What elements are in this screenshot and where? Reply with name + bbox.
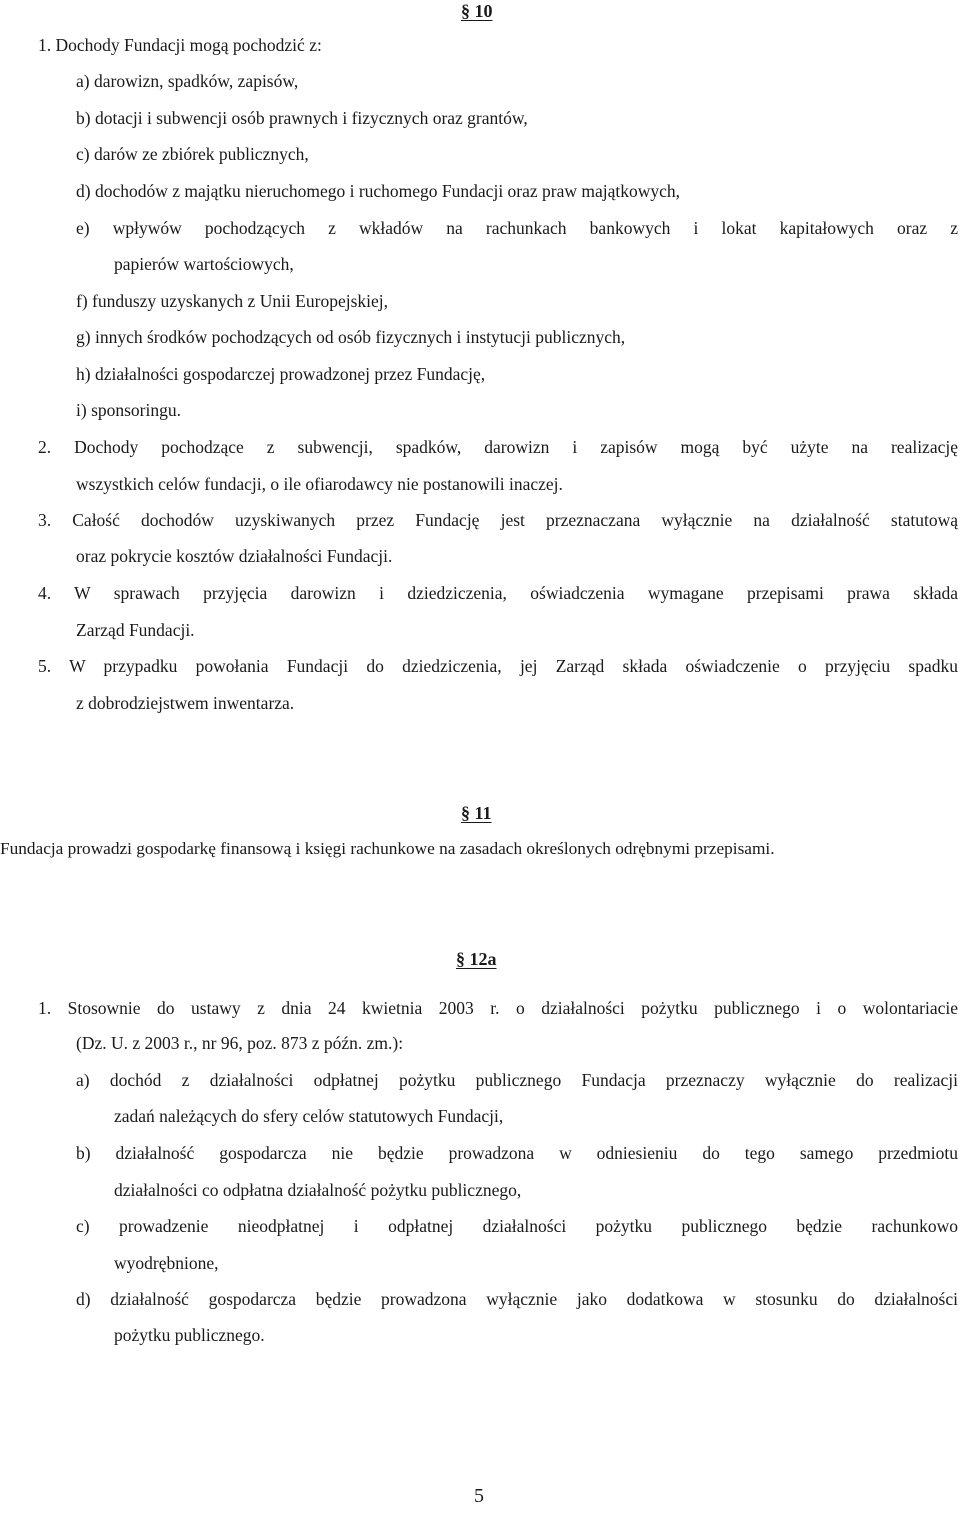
s10-item-c: c) darów ze zbiórek publicznych, [76, 144, 309, 164]
s10-item-2: 2. Dochody pochodzące z subwencji, spadków, darowizn i zapisów mogą być użyte na realizację [38, 437, 958, 457]
s12a-item-a: a) dochód z działalności odpłatnej pożytku publicznego Fundacja przeznaczy wyłącznie do realizacji [76, 1070, 958, 1090]
section-12a-heading: § 12a [456, 949, 497, 969]
s10-item-a: a) darowizn, spadków, zapisów, [76, 71, 299, 91]
s10-item-3-cont: oraz pokrycie kosztów działalności Fundacji. [76, 546, 393, 566]
s10-item-d: d) dochodów z majątku nieruchomego i ruchomego Fundacji oraz praw majątkowych, [76, 181, 681, 201]
s10-item-e-cont: papierów wartościowych, [114, 254, 294, 274]
s10-item-e: e) wpływów pochodzących z wkładów na rachunkach bankowych i lokat kapitałowych oraz z [76, 218, 958, 238]
s12a-item-c: c) prowadzenie nieodpłatnej i odpłatnej działalności pożytku publicznego będzie rachunkowo [76, 1216, 958, 1236]
s10-item-h: h) działalności gospodarczej prowadzonej przez Fundację, [76, 364, 486, 384]
section-11-heading: § 11 [461, 803, 492, 823]
section-10-heading: § 10 [461, 1, 493, 21]
s12a-item-b-cont: działalności co odpłatna działalność pożytku publicznego, [114, 1180, 522, 1200]
s10-item-5: 5. W przypadku powołania Fundacji do dziedziczenia, jej Zarząd składa oświadczenie o przyjęciu spadku [38, 656, 958, 676]
s10-item-2-cont: wszystkich celów fundacji, o ile ofiarodawcy nie postanowili inaczej. [76, 474, 563, 494]
s10-item-g: g) innych środków pochodzących od osób fizycznych i instytucji publicznych, [76, 327, 626, 347]
s10-item-4: 4. W sprawach przyjęcia darowizn i dziedziczenia, oświadczenia wymagane przepisami prawa składa [38, 583, 958, 603]
s12a-item-d-cont: pożytku publicznego. [114, 1325, 265, 1345]
s12a-item-1-cont: (Dz. U. z 2003 r., nr 96, poz. 873 z późn. zm.): [76, 1033, 404, 1053]
page-number: 5 [474, 1485, 484, 1507]
s12a-item-b: b) działalność gospodarcza nie będzie prowadzona w odniesieniu do tego samego przedmiotu [76, 1143, 958, 1163]
s10-item-b: b) dotacji i subwencji osób prawnych i fizycznych oraz grantów, [76, 108, 528, 128]
s12a-item-c-cont: wyodrębnione, [114, 1253, 219, 1273]
s10-item-5-cont: z dobrodziejstwem inwentarza. [76, 693, 295, 713]
s10-item-3: 3. Całość dochodów uzyskiwanych przez Fundację jest przeznaczana wyłącznie na działalność statutową [38, 510, 958, 530]
s12a-item-a-cont: zadań należących do sfery celów statutowych Fundacji, [114, 1106, 504, 1126]
s10-item-4-cont: Zarząd Fundacji. [76, 620, 195, 640]
s10-item-1: 1. Dochody Fundacji mogą pochodzić z: [38, 35, 322, 55]
s12a-item-1: 1. Stosownie do ustawy z dnia 24 kwietnia 2003 r. o działalności pożytku publicznego i o wolontariacie [38, 998, 958, 1018]
s11-text: Fundacja prowadzi gospodarkę finansową i księgi rachunkowe na zasadach określonych odrębnymi przepisami. [0, 839, 775, 858]
s12a-item-d: d) działalność gospodarcza będzie prowadzona wyłącznie jako dodatkowa w stosunku do działalności [76, 1289, 958, 1309]
s10-item-f: f) funduszy uzyskanych z Unii Europejskiej, [76, 291, 389, 311]
s10-item-i: i) sponsoringu. [76, 400, 181, 420]
